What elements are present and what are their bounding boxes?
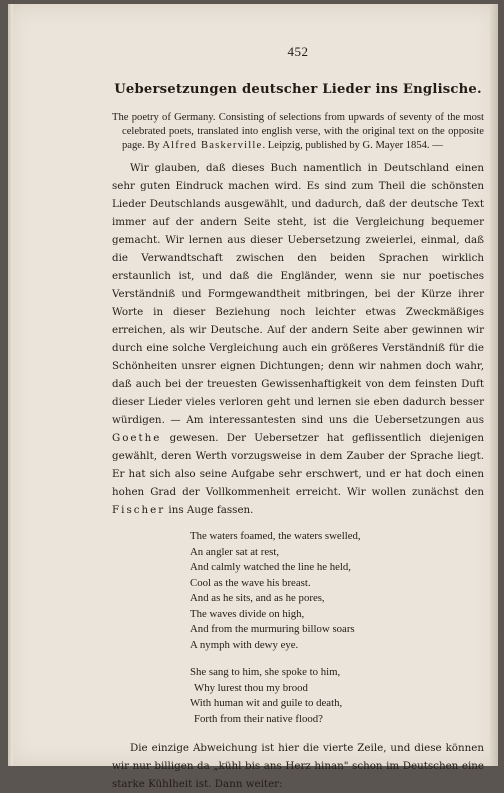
poem-line: With human wit and guile to death, [190,697,343,709]
poem-line: An angler sat at rest, [190,545,280,558]
paragraph-1-text-2: gewesen. Der Uebersetzer hat geflissentlich diejenigen gewählt, deren Werth vorzugsweise in dem Zauber der Sprache liegt. Er hat sich also seine Aufgabe sehr erschwert, und er hat doch einen hohen Grad der Vollkommenheit erreicht. Wir wollen zunächst den [112,432,484,498]
citation-text-2: . Leipzig, published by G. Mayer 1854. — [262,140,443,151]
review-paragraph-1 [112,159,484,519]
page-edge [490,4,498,766]
page-gutter-shadow [8,4,13,766]
review-paragraph-2: Die einzige Abweichung ist hier die vierte Zeile, und diese können wir nur billigen da „kühl bis ans Herz hinan" schon im Deutschen eine starke Kühlheit ist. Dann weiter: [112,742,484,790]
paragraph-1-text-3: ins Auge fassen. [165,504,254,516]
poem-line: The waves divide on high, [190,607,305,620]
poem-line: A nymph with dewy eye. [190,638,299,651]
book-citation [112,111,484,153]
poem-quote [190,529,484,727]
name-goethe: Goethe [112,432,162,444]
title-fischer: Fischer [112,504,166,516]
page-number: 452 [287,44,309,59]
poem-line: And from the murmuring billow soars [190,623,355,635]
book-page [8,4,498,790]
poem-line: Forth from their native flood? [194,712,323,725]
citation-author: Alfred Baskerville [162,140,263,151]
citation-text-1: The poetry of Germany. Consisting of selections from upwards of seventy of the most celebrated poets, translated into english verse, with the original text on the opposite page. By [112,112,484,151]
section-heading: Uebersetzungen deutscher Lieder ins Englische. [114,82,482,97]
poem-line: The waters foamed, the waters swelled, [190,530,361,542]
poem-line: And calmly watched the line he held, [190,561,351,573]
paragraph-1-text-1: Wir glauben, daß dieses Buch namentlich in Deutschland einen sehr guten Eindruck machen wird. Es sind zum Theil die schönsten Lieder Deutschlands ausgewählt, und dadurch, daß der deutsche Text immer auf der andern Seite steht, ist die Vergleichung bequemer gemacht. Wir lernen aus dieser Uebersetzung zweierlei, einmal, daß die Verwandtschaft zwischen den beiden Sprachen wirklich erstaunlich ist, und daß die Engländer, wenn sie nur poetisches Verständniß und Formgewandtheit mitbringen, bei der Kürze ihrer Worte in dieser Beziehung noch leichter etwas Zweckmäßiges erreichen, als wir Deutsche. Auf der andern Seite aber gewinnen wir durch eine solche Vergleichung auch ein größeres Verständniß für die Schönheiten unsrer eignen Dichtungen; denn wir nahmen doch wahr, daß auch bei der treuesten Gewissenhaftigkeit von dem feinsten Duft dieser Lieder vieles verloren geht und lernen sie eben dadurch besser würdigen. — Am interessantesten sind uns die Uebersetzungen aus [112,162,484,426]
poem-stanza-2 [190,665,484,727]
poem-stanza-1 [190,529,484,653]
poem-line: She sang to him, she spoke to him, [190,666,341,678]
poem-line: And as he sits, and as he pores, [190,592,325,604]
page-content [112,44,484,793]
poem-line: Cool as the wave his breast. [190,576,311,589]
poem-line: Why lurest thou my brood [194,681,308,694]
